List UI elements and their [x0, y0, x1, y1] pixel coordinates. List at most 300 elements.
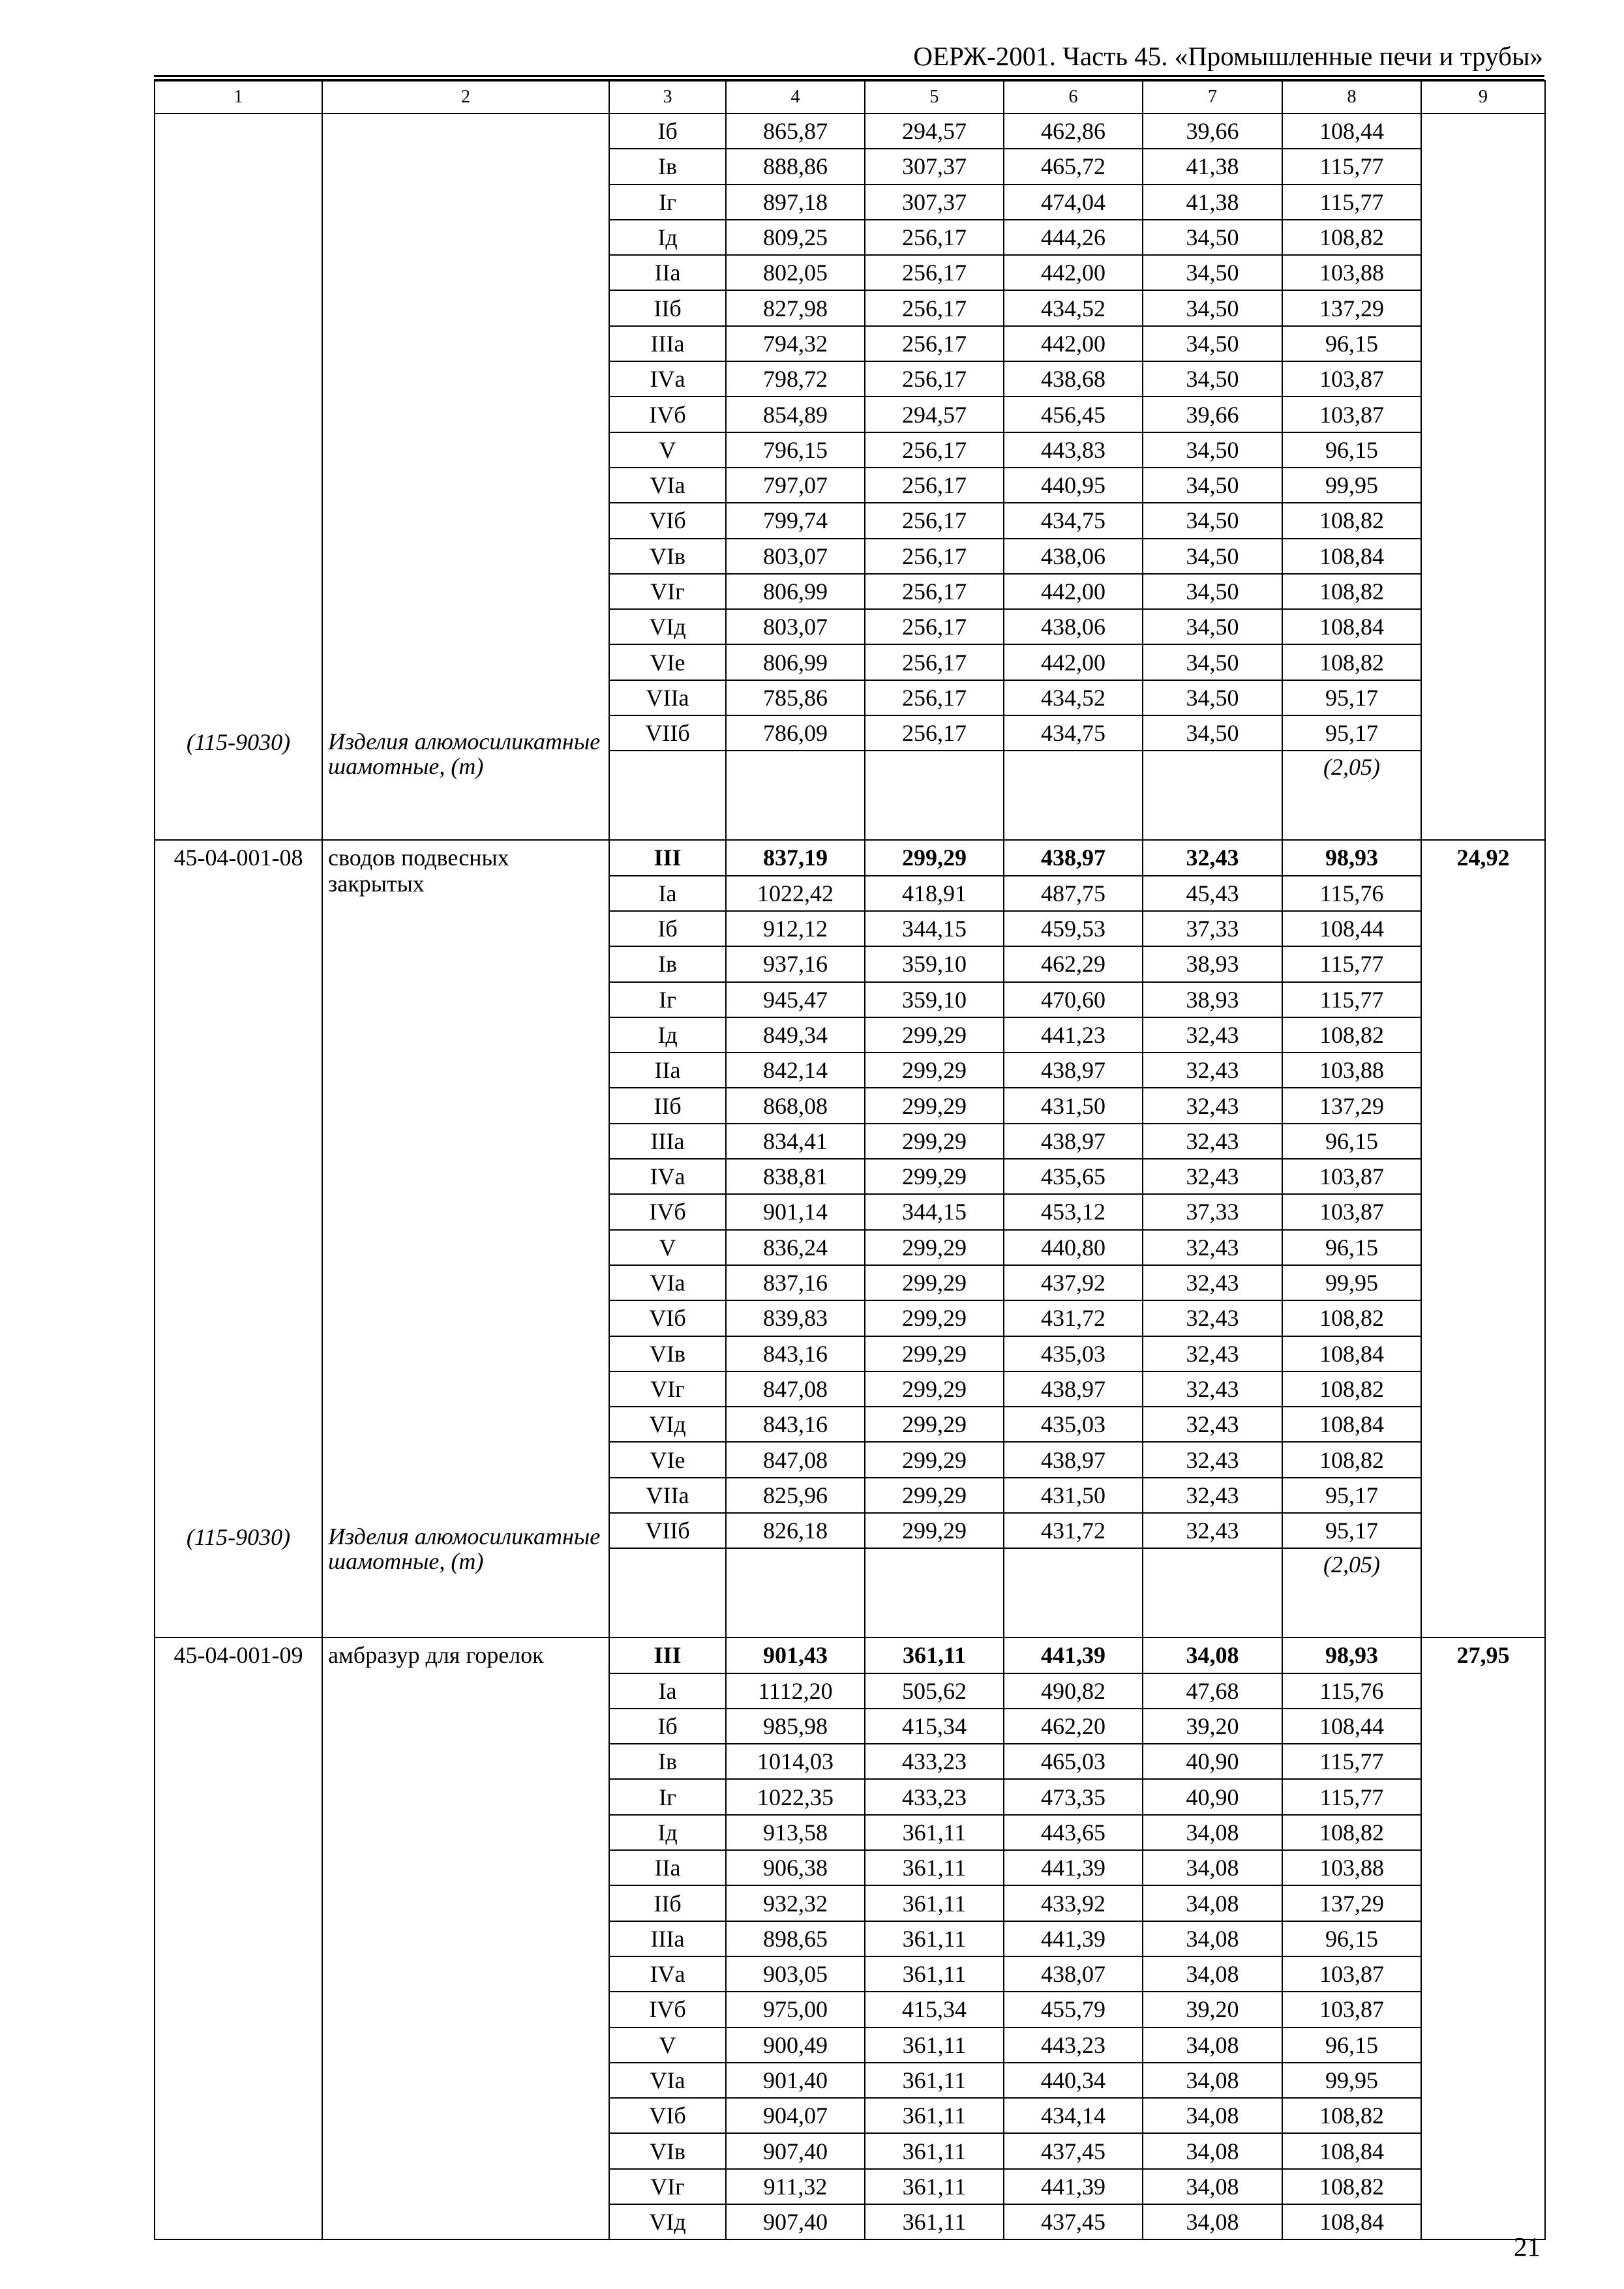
cell-category: V: [609, 1230, 726, 1265]
cell-empty: [1143, 1548, 1282, 1638]
cell-value: 437,45: [1004, 2133, 1143, 2168]
cell-value: 34,50: [1143, 644, 1282, 680]
col9-value: 27,95: [1456, 1642, 1510, 1669]
cell-value: 1022,42: [726, 876, 865, 911]
cell-value: 299,29: [865, 1442, 1004, 1477]
cell-category: IIа: [609, 255, 726, 290]
cell-value: 827,98: [726, 290, 865, 325]
cell-value: 490,82: [1004, 1673, 1143, 1709]
cell-empty: [865, 751, 1004, 840]
cell-value: 505,62: [865, 1673, 1004, 1709]
cell-value: 32,43: [1143, 1371, 1282, 1407]
cell-col9: [1421, 840, 1545, 1638]
cell-category: Iд: [609, 220, 726, 255]
cell-value: 299,29: [865, 1053, 1004, 1088]
cell-value: 256,17: [865, 220, 1004, 255]
cell-value: 103,87: [1282, 1194, 1421, 1229]
cell-value: 299,29: [865, 1230, 1004, 1265]
cell-value: 443,23: [1004, 2027, 1143, 2063]
cell-category: IIIа: [609, 1921, 726, 1956]
cell-category: VIв: [609, 539, 726, 574]
cell-value: 32,43: [1143, 1336, 1282, 1371]
cell-category: IVа: [609, 1956, 726, 1992]
cell-value: 442,00: [1004, 255, 1143, 290]
cell-value: 415,34: [865, 1709, 1004, 1744]
cell-value: 34,08: [1143, 1885, 1282, 1921]
cell-value: 256,17: [865, 290, 1004, 325]
cell-value: 256,17: [865, 255, 1004, 290]
cell-value: 40,90: [1143, 1744, 1282, 1779]
cell-value: 806,99: [726, 574, 865, 609]
cell-value: 786,09: [726, 715, 865, 751]
cell-category: IIб: [609, 1885, 726, 1921]
cell-category: VIIа: [609, 680, 726, 715]
cell-category: VIг: [609, 1371, 726, 1407]
cell-value: 803,07: [726, 539, 865, 574]
column-number: 7: [1143, 81, 1282, 113]
cell-value: 444,26: [1004, 220, 1143, 255]
cell-value: 435,03: [1004, 1336, 1143, 1371]
table-row: [155, 113, 1545, 149]
cell-value: 453,12: [1004, 1194, 1143, 1229]
cell-value: 103,87: [1282, 1992, 1421, 2027]
cell-category: VIб: [609, 2098, 726, 2133]
cell-value: 945,47: [726, 982, 865, 1017]
cell-value: 907,40: [726, 2133, 865, 2168]
cell-value: 41,38: [1143, 185, 1282, 220]
cell-category: VIв: [609, 1336, 726, 1371]
column-number: 2: [322, 81, 609, 113]
cell-value: 34,50: [1143, 255, 1282, 290]
cell-value: 34,08: [1143, 2133, 1282, 2168]
resource-code: (115-9030): [186, 729, 291, 756]
cell-category: Iб: [609, 911, 726, 946]
cell-value: 38,93: [1143, 946, 1282, 981]
cell-value: 115,77: [1282, 185, 1421, 220]
cell-value: 435,03: [1004, 1407, 1143, 1442]
cell-value: 115,77: [1282, 982, 1421, 1017]
cell-value: 299,29: [865, 840, 1004, 875]
cell-category: VIа: [609, 468, 726, 503]
column-number: 6: [1004, 81, 1143, 113]
cell-value: 433,92: [1004, 1885, 1143, 1921]
cell-value: 34,50: [1143, 539, 1282, 574]
cell-empty: [726, 751, 865, 840]
cell-value: 34,08: [1143, 2027, 1282, 2063]
cell-value: 137,29: [1282, 1088, 1421, 1123]
cell-category: IVб: [609, 396, 726, 432]
cell-value: 256,17: [865, 715, 1004, 751]
cell-description: [322, 840, 609, 1638]
cell-value: 32,43: [1143, 1230, 1282, 1265]
cell-category: VIд: [609, 2204, 726, 2239]
cell-value: 901,14: [726, 1194, 865, 1229]
cell-value: 32,43: [1143, 1265, 1282, 1300]
cell-value: 361,11: [865, 2027, 1004, 2063]
cell-category: III: [609, 840, 726, 875]
cell-value: 108,82: [1282, 574, 1421, 609]
cell-value: 39,20: [1143, 1709, 1282, 1744]
cell-category: VIIб: [609, 715, 726, 751]
header-rule: [154, 75, 1544, 77]
cell-category: Iб: [609, 113, 726, 149]
cell-value: 794,32: [726, 326, 865, 361]
cell-value: 99,95: [1282, 468, 1421, 503]
cell-empty: [609, 751, 726, 840]
cell-category: Iд: [609, 1017, 726, 1053]
cell-value: 294,57: [865, 113, 1004, 149]
cell-value: 440,34: [1004, 2063, 1143, 2098]
column-number: 1: [155, 81, 322, 113]
cell-value: 299,29: [865, 1159, 1004, 1194]
cell-value: 299,29: [865, 1265, 1004, 1300]
cell-value: 434,75: [1004, 503, 1143, 538]
cell-value: 906,38: [726, 1850, 865, 1885]
cell-value: 361,11: [865, 1921, 1004, 1956]
cell-value: 34,08: [1143, 1638, 1282, 1673]
cell-value: 108,44: [1282, 1709, 1421, 1744]
cell-category: III: [609, 1638, 726, 1673]
cell-value: 299,29: [865, 1336, 1004, 1371]
cell-value: 137,29: [1282, 1885, 1421, 1921]
cell-value: 34,50: [1143, 574, 1282, 609]
cell-category: IVа: [609, 361, 726, 396]
cell-value: 137,29: [1282, 290, 1421, 325]
running-header: ОЕРЖ-2001. Часть 45. «Промышленные печи и трубы»: [913, 41, 1543, 71]
cell-value: 108,84: [1282, 2133, 1421, 2168]
cell-value: 438,68: [1004, 361, 1143, 396]
cell-value: 418,91: [865, 876, 1004, 911]
cell-value: 473,35: [1004, 1779, 1143, 1814]
cell-value: 32,43: [1143, 1478, 1282, 1513]
cell-value: 98,93: [1282, 1638, 1421, 1673]
cell-value: 442,00: [1004, 326, 1143, 361]
cell-value: 442,00: [1004, 644, 1143, 680]
cell-value: 307,37: [865, 185, 1004, 220]
cell-value: 904,07: [726, 2098, 865, 2133]
cell-value: 361,11: [865, 1638, 1004, 1673]
cell-value: 434,52: [1004, 290, 1143, 325]
cell-value: 99,95: [1282, 1265, 1421, 1300]
cell-category: Iг: [609, 1779, 726, 1814]
cell-value: 434,52: [1004, 680, 1143, 715]
cell-value: 802,05: [726, 255, 865, 290]
cell-code: [155, 1638, 322, 2239]
cell-value: 842,14: [726, 1053, 865, 1088]
cell-value: 34,50: [1143, 361, 1282, 396]
rate-description: сводов подвесных закрытых: [328, 845, 509, 897]
cell-value: 344,15: [865, 1194, 1004, 1229]
cell-value: 299,29: [865, 1513, 1004, 1548]
cell-value: 34,08: [1143, 2063, 1282, 2098]
cell-note-value: [1282, 1548, 1421, 1638]
cell-value: 96,15: [1282, 326, 1421, 361]
cell-value: 985,98: [726, 1709, 865, 1744]
cell-value: 45,43: [1143, 876, 1282, 911]
cell-value: 256,17: [865, 468, 1004, 503]
cell-value: 839,83: [726, 1300, 865, 1336]
cell-value: 847,08: [726, 1442, 865, 1477]
cell-value: 299,29: [865, 1371, 1004, 1407]
column-number: 9: [1421, 81, 1545, 113]
cell-value: 39,66: [1143, 396, 1282, 432]
cell-value: 108,82: [1282, 2169, 1421, 2204]
cell-value: 115,77: [1282, 946, 1421, 981]
cell-code: [155, 113, 322, 840]
cell-category: IIа: [609, 1850, 726, 1885]
cell-value: 843,16: [726, 1407, 865, 1442]
cell-value: 34,50: [1143, 715, 1282, 751]
cell-value: 115,77: [1282, 1744, 1421, 1779]
cell-value: 34,08: [1143, 2204, 1282, 2239]
cell-category: Iд: [609, 1815, 726, 1850]
cell-value: 108,82: [1282, 1300, 1421, 1336]
cell-category: Iв: [609, 946, 726, 981]
cell-value: 37,33: [1143, 911, 1282, 946]
cell-value: 854,89: [726, 396, 865, 432]
cell-value: 487,75: [1004, 876, 1143, 911]
cell-value: 103,87: [1282, 361, 1421, 396]
cell-value: 865,87: [726, 113, 865, 149]
cell-value: 34,08: [1143, 1921, 1282, 1956]
cell-value: 443,65: [1004, 1815, 1143, 1850]
note-value: (2,05): [1323, 1551, 1380, 1578]
cell-category: VIг: [609, 2169, 726, 2204]
cell-value: 108,84: [1282, 609, 1421, 644]
cell-value: 108,84: [1282, 539, 1421, 574]
cell-value: 32,43: [1143, 840, 1282, 875]
cell-category: VIд: [609, 609, 726, 644]
cell-value: 95,17: [1282, 715, 1421, 751]
cell-value: 103,87: [1282, 1956, 1421, 1992]
cell-category: IIб: [609, 1088, 726, 1123]
cell-value: 256,17: [865, 680, 1004, 715]
cell-value: 96,15: [1282, 2027, 1421, 2063]
cell-empty: [609, 1548, 726, 1638]
cell-value: 115,76: [1282, 876, 1421, 911]
cell-value: 95,17: [1282, 1478, 1421, 1513]
cell-value: 431,50: [1004, 1478, 1143, 1513]
cell-category: IIа: [609, 1053, 726, 1088]
cell-value: 806,99: [726, 644, 865, 680]
cell-value: 455,79: [1004, 1992, 1143, 2027]
cell-category: VIб: [609, 503, 726, 538]
cell-value: 103,88: [1282, 1850, 1421, 1885]
cell-value: 103,87: [1282, 396, 1421, 432]
column-number: 4: [726, 81, 865, 113]
cell-value: 34,50: [1143, 432, 1282, 468]
cell-value: 843,16: [726, 1336, 865, 1371]
cell-value: 256,17: [865, 361, 1004, 396]
cell-value: 34,50: [1143, 503, 1282, 538]
cell-value: 438,97: [1004, 1442, 1143, 1477]
cell-value: 433,23: [865, 1779, 1004, 1814]
cell-value: 95,17: [1282, 1513, 1421, 1548]
cell-category: VIIб: [609, 1513, 726, 1548]
cell-value: 441,39: [1004, 1638, 1143, 1673]
cell-value: 898,65: [726, 1921, 865, 1956]
cell-value: 849,34: [726, 1017, 865, 1053]
cell-value: 431,72: [1004, 1513, 1143, 1548]
cell-value: 41,38: [1143, 149, 1282, 184]
cell-value: 438,97: [1004, 840, 1143, 875]
cell-category: VIIа: [609, 1478, 726, 1513]
cell-value: 438,97: [1004, 1053, 1143, 1088]
cell-value: 441,39: [1004, 1850, 1143, 1885]
cell-category: IVа: [609, 1159, 726, 1194]
cell-empty: [1004, 1548, 1143, 1638]
cell-value: 825,96: [726, 1478, 865, 1513]
cell-value: 115,76: [1282, 1673, 1421, 1709]
cell-value: 361,11: [865, 2063, 1004, 2098]
cell-value: 438,07: [1004, 1956, 1143, 1992]
cell-value: 34,08: [1143, 1815, 1282, 1850]
cell-value: 803,07: [726, 609, 865, 644]
cell-value: 901,40: [726, 2063, 865, 2098]
cell-value: 96,15: [1282, 1230, 1421, 1265]
cell-empty: [726, 1548, 865, 1638]
cell-value: 307,37: [865, 149, 1004, 184]
cell-category: VIе: [609, 1442, 726, 1477]
cell-value: 1022,35: [726, 1779, 865, 1814]
cell-value: 256,17: [865, 644, 1004, 680]
cell-value: 344,15: [865, 911, 1004, 946]
cell-value: 797,07: [726, 468, 865, 503]
cell-value: 431,72: [1004, 1300, 1143, 1336]
cell-value: 108,82: [1282, 1017, 1421, 1053]
cell-empty: [1004, 751, 1143, 840]
cell-value: 103,88: [1282, 255, 1421, 290]
col9-value: 24,92: [1456, 845, 1510, 871]
cell-value: 434,75: [1004, 715, 1143, 751]
cell-value: 34,50: [1143, 290, 1282, 325]
cell-value: 108,84: [1282, 2204, 1421, 2239]
cell-value: 299,29: [865, 1300, 1004, 1336]
cell-value: 34,50: [1143, 680, 1282, 715]
cell-category: V: [609, 432, 726, 468]
cell-value: 911,32: [726, 2169, 865, 2204]
cell-value: 837,19: [726, 840, 865, 875]
cell-category: IIIа: [609, 1124, 726, 1159]
cell-value: 34,50: [1143, 609, 1282, 644]
cell-value: 901,43: [726, 1638, 865, 1673]
cell-value: 785,86: [726, 680, 865, 715]
cell-value: 798,72: [726, 361, 865, 396]
cell-value: 359,10: [865, 946, 1004, 981]
cell-empty: [1143, 751, 1282, 840]
cell-value: 826,18: [726, 1513, 865, 1548]
cell-value: 809,25: [726, 220, 865, 255]
cell-value: 1112,20: [726, 1673, 865, 1709]
cell-value: 96,15: [1282, 432, 1421, 468]
cell-value: 98,93: [1282, 840, 1421, 875]
cell-value: 912,12: [726, 911, 865, 946]
cell-value: 438,06: [1004, 609, 1143, 644]
cell-category: V: [609, 2027, 726, 2063]
cell-value: 474,04: [1004, 185, 1143, 220]
cell-value: 465,03: [1004, 1744, 1143, 1779]
cell-value: 361,11: [865, 1815, 1004, 1850]
cell-value: 34,08: [1143, 2169, 1282, 2204]
cell-value: 108,84: [1282, 1336, 1421, 1371]
cell-value: 838,81: [726, 1159, 865, 1194]
cell-value: 834,41: [726, 1124, 865, 1159]
cell-value: 32,43: [1143, 1513, 1282, 1548]
cell-value: 108,82: [1282, 220, 1421, 255]
cell-value: 108,82: [1282, 1371, 1421, 1407]
cell-category: Iв: [609, 1744, 726, 1779]
cell-value: 437,45: [1004, 2204, 1143, 2239]
cell-value: 32,43: [1143, 1442, 1282, 1477]
cell-value: 465,72: [1004, 149, 1143, 184]
resource-name: Изделия алюмосиликатные шамотные, (т): [328, 1523, 601, 1575]
cell-value: 37,33: [1143, 1194, 1282, 1229]
cell-category: VIб: [609, 1300, 726, 1336]
cell-value: 256,17: [865, 574, 1004, 609]
cell-category: VIе: [609, 644, 726, 680]
price-table: [154, 80, 1546, 2240]
cell-value: 361,11: [865, 2133, 1004, 2168]
cell-value: 900,49: [726, 2027, 865, 2063]
cell-value: 913,58: [726, 1815, 865, 1850]
cell-category: IVб: [609, 1992, 726, 2027]
table-row: [155, 840, 1545, 875]
rate-code: 45-04-001-09: [173, 1642, 303, 1669]
cell-value: 34,50: [1143, 468, 1282, 503]
cell-value: 256,17: [865, 503, 1004, 538]
cell-category: VIа: [609, 2063, 726, 2098]
cell-value: 32,43: [1143, 1053, 1282, 1088]
resource-code: (115-9030): [186, 1524, 291, 1551]
rate-code: 45-04-001-08: [173, 845, 303, 871]
cell-value: 361,11: [865, 1850, 1004, 1885]
cell-value: 115,77: [1282, 1779, 1421, 1814]
cell-value: 361,11: [865, 1885, 1004, 1921]
cell-value: 108,44: [1282, 911, 1421, 946]
cell-category: IIIа: [609, 326, 726, 361]
cell-category: Iг: [609, 185, 726, 220]
cell-value: 108,84: [1282, 1407, 1421, 1442]
cell-note-value: [1282, 751, 1421, 840]
cell-value: 431,50: [1004, 1088, 1143, 1123]
cell-value: 256,17: [865, 432, 1004, 468]
cell-col9: [1421, 1638, 1545, 2239]
cell-value: 1014,03: [726, 1744, 865, 1779]
cell-value: 903,05: [726, 1956, 865, 1992]
cell-category: Iа: [609, 1673, 726, 1709]
cell-value: 108,82: [1282, 1442, 1421, 1477]
cell-value: 115,77: [1282, 149, 1421, 184]
cell-value: 438,97: [1004, 1371, 1143, 1407]
cell-value: 836,24: [726, 1230, 865, 1265]
column-number: 3: [609, 81, 726, 113]
cell-value: 108,44: [1282, 113, 1421, 149]
cell-value: 470,60: [1004, 982, 1143, 1017]
cell-value: 433,23: [865, 1744, 1004, 1779]
cell-value: 438,97: [1004, 1124, 1143, 1159]
cell-value: 441,39: [1004, 1921, 1143, 1956]
cell-category: Iб: [609, 1709, 726, 1744]
cell-col9: [1421, 113, 1545, 840]
cell-value: 361,11: [865, 2204, 1004, 2239]
cell-category: VIа: [609, 1265, 726, 1300]
cell-value: 441,39: [1004, 2169, 1143, 2204]
cell-value: 38,93: [1143, 982, 1282, 1017]
cell-value: 96,15: [1282, 1124, 1421, 1159]
cell-value: 39,66: [1143, 113, 1282, 149]
cell-description: [322, 1638, 609, 2239]
cell-value: 868,08: [726, 1088, 865, 1123]
